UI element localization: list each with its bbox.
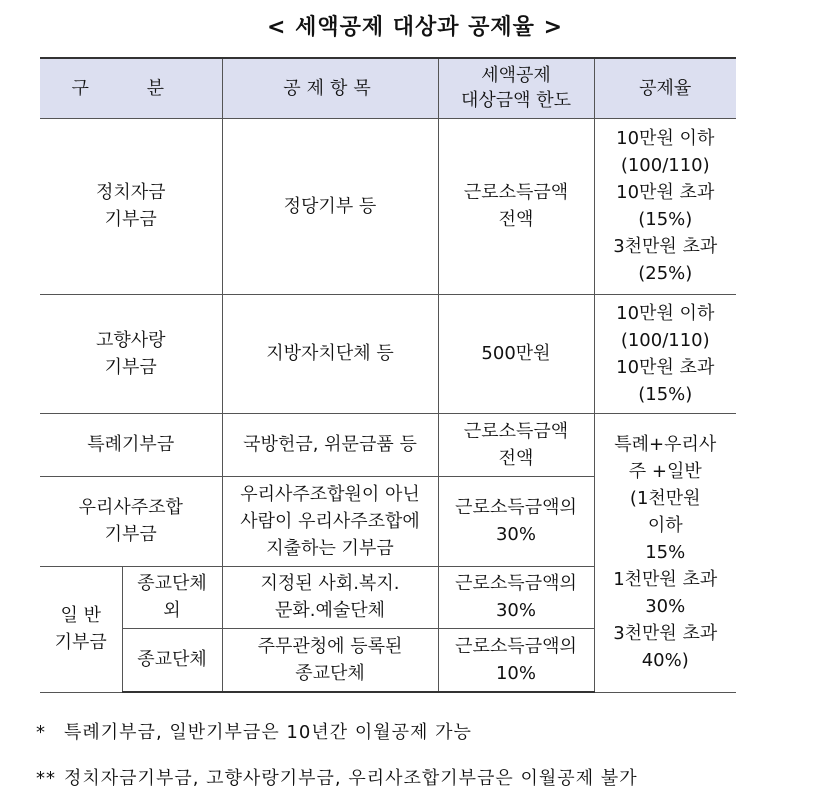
header-rate: 공제율	[594, 58, 736, 118]
header-category: 구 분	[40, 58, 222, 118]
row-sub-religious: 종교단체	[122, 628, 222, 692]
footnote-mark: **	[36, 768, 56, 789]
row-item-nonreligious: 지정된 사회.복지. 문화.예술단체	[222, 566, 438, 628]
table-row-special	[40, 413, 736, 476]
row-limit-hometown: 500만원	[438, 294, 594, 413]
footnote-text: 특례기부금, 일반기부금은 10년간 이월공제 가능	[64, 722, 472, 743]
row-item-hometown: 지방자치단체 등	[222, 294, 438, 413]
row-rate-combined: 특례+우리사 주 +일반 (1천만원 이하 15% 1천만원 초과 30% 3천만원 초과 40%)	[594, 413, 736, 692]
header-limit: 세액공제 대상금액 한도	[438, 58, 594, 118]
row-name-political: 정치자금 기부금	[40, 118, 222, 294]
row-limit-nonreligious: 근로소득금액의 30%	[438, 566, 594, 628]
footnote-1	[36, 718, 472, 744]
footnote-text: 정치자금기부금, 고향사랑기부금, 우리사조합기부금은 이월공제 불가	[64, 768, 638, 789]
row-item-union: 우리사주조합원이 아닌 사람이 우리사주조합에 지출하는 기부금	[222, 476, 438, 566]
row-item-special: 국방헌금, 위문금품 등	[222, 413, 438, 476]
row-item-religious: 주무관청에 등록된 종교단체	[222, 628, 438, 692]
header-item: 공제항목	[222, 58, 438, 118]
page-title: < 세액공제 대상과 공제율 >	[266, 15, 564, 40]
row-name-hometown: 고향사랑 기부금	[40, 294, 222, 413]
footnote-2	[36, 764, 638, 790]
row-limit-political: 근로소득금액 전액	[438, 118, 594, 294]
row-item-political: 정당기부 등	[222, 118, 438, 294]
row-limit-special: 근로소득금액 전액	[438, 413, 594, 476]
footnote-mark: *	[36, 722, 46, 743]
row-name-special: 특례기부금	[40, 413, 222, 476]
deduction-table	[40, 57, 736, 693]
row-name-general: 일 반 기부금	[40, 566, 122, 692]
row-limit-religious: 근로소득금액의 10%	[438, 628, 594, 692]
table-row-political	[40, 118, 736, 294]
row-limit-union: 근로소득금액의 30%	[438, 476, 594, 566]
table-row-hometown	[40, 294, 736, 413]
row-sub-nonreligious: 종교단체 외	[122, 566, 222, 628]
row-name-union: 우리사주조합 기부금	[40, 476, 222, 566]
row-rate-hometown: 10만원 이하 (100/110) 10만원 초과 (15%)	[594, 294, 736, 413]
table-header-row	[40, 58, 736, 118]
row-rate-political: 10만원 이하 (100/110) 10만원 초과 (15%) 3천만원 초과 (25%)	[594, 118, 736, 294]
